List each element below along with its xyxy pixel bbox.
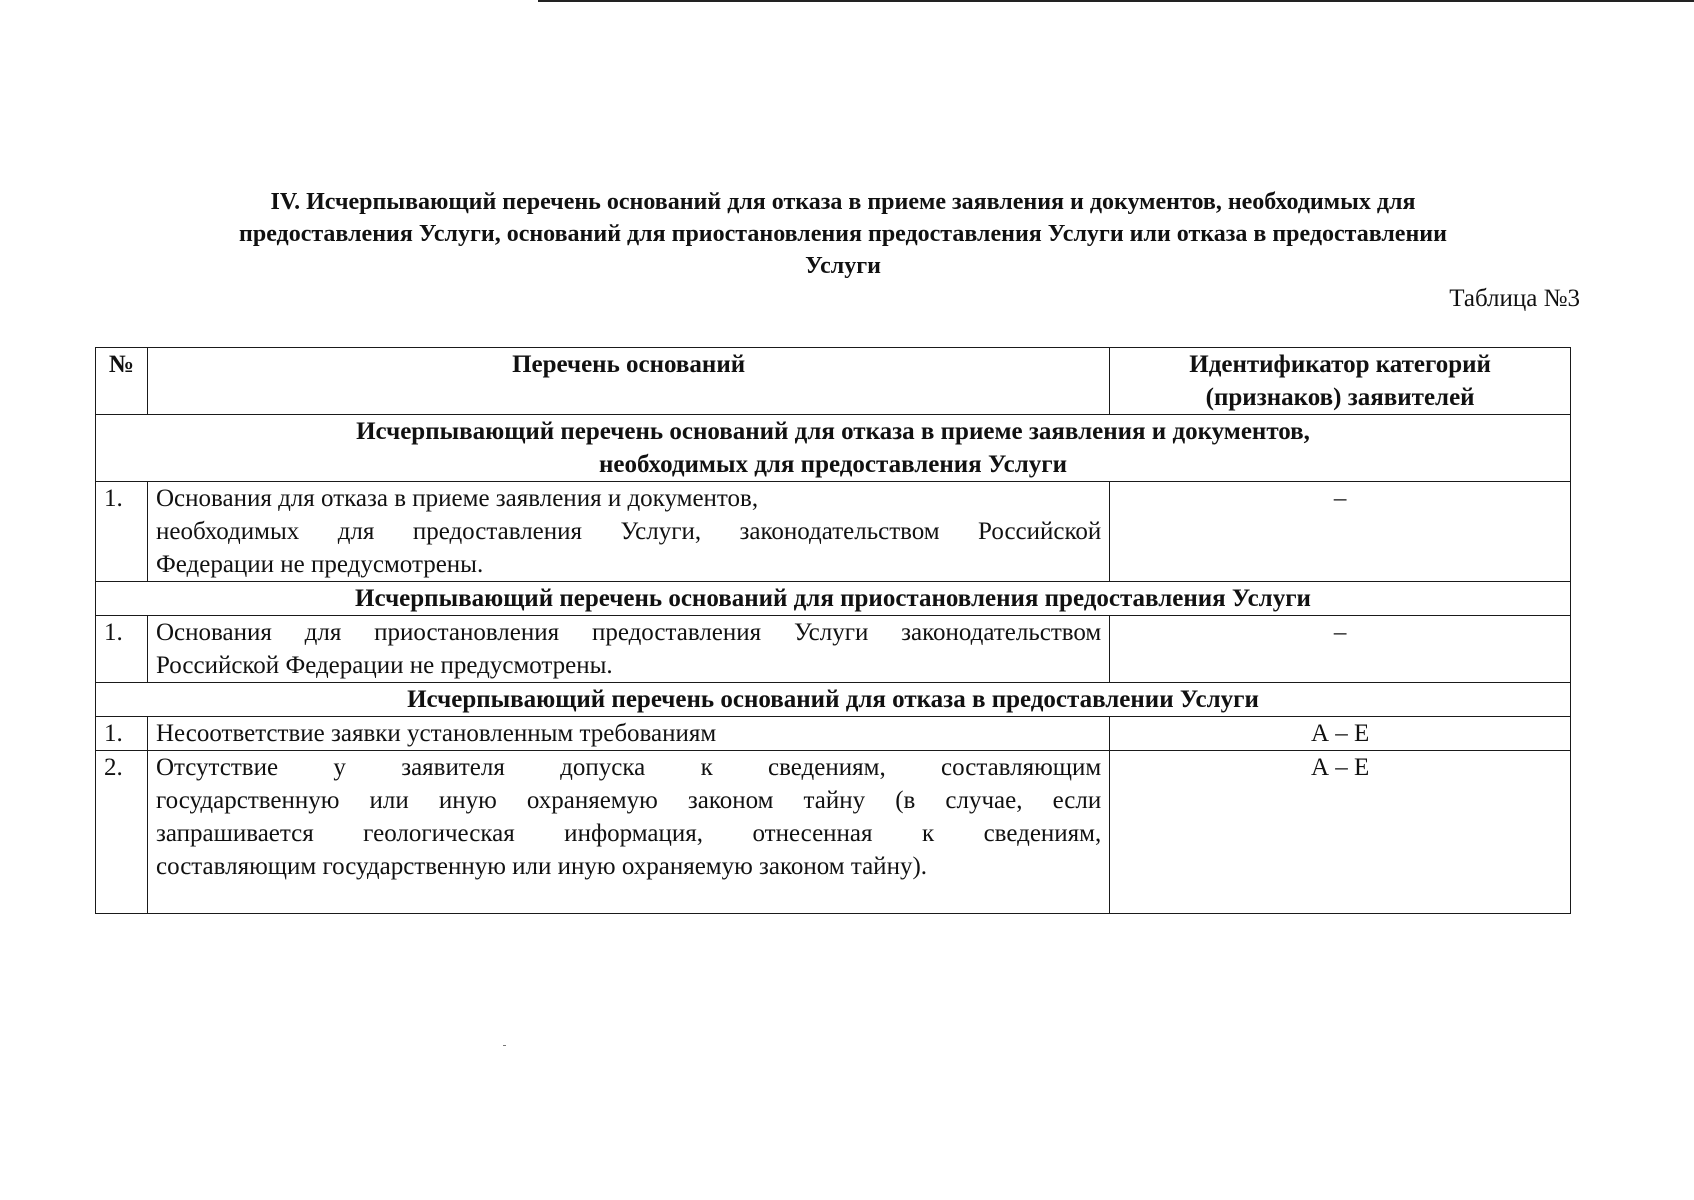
row-identifier: – [1110,616,1571,683]
row-number: 1. [96,482,148,582]
section-title [96,683,1571,717]
heading-line-3: Услуги [805,253,881,279]
header-num: № [96,348,148,415]
row-text-line: составляющим государственную или иную охраняемую законом тайну). [155,853,928,880]
header-identifier [1110,348,1571,415]
row-identifier: А – Е [1110,751,1571,914]
table-number: Таблица №3 [1449,285,1580,312]
section-title [96,415,1571,482]
section-heading [118,186,1568,282]
row-text-line: запрашивается геологическая информация, отнесенная к сведениям, [155,820,1102,847]
row-identifier: А – Е [1110,717,1571,751]
row-number: 1. [96,717,148,751]
row-text-line: Основания для приостановления предоставления Услуги законодательством [155,619,1102,646]
header-identifier-line-1: Идентификатор категорий [1189,351,1491,378]
table-header-row [96,348,1571,415]
section-title [96,582,1571,616]
table-row [96,616,1571,683]
section-title-line: Исчерпывающий перечень оснований для приостановления предоставления Услуги [355,585,1311,612]
row-text [147,717,1109,751]
row-text-line: Основания для отказа в приеме заявления и документов, [155,485,759,512]
heading-line-1: IV. Исчерпывающий перечень оснований для отказа в приеме заявления и документов, необходимых для [270,189,1416,215]
table-row [96,717,1571,751]
header-grounds: Перечень оснований [147,348,1109,415]
table-row [96,751,1571,914]
header-identifier-line-2: (признаков) заявителей [1205,384,1475,411]
row-text-line: Российской Федерации не предусмотрены. [155,652,613,679]
row-text-line: государственную или иную охраняемую законом тайну (в случае, если [155,787,1102,814]
grounds-table [95,347,1571,914]
row-number: 2. [96,751,148,914]
row-text [147,482,1109,582]
row-text-line: Отсутствие у заявителя допуска к сведениям, составляющим [155,754,1102,781]
section-title-line: Исчерпывающий перечень оснований для отказа в предоставлении Услуги [407,686,1259,713]
row-text-line: необходимых для предоставления Услуги, законодательством Российской [155,518,1102,545]
section-row [96,415,1571,482]
top-edge-rule [538,0,1694,2]
section-title-line: необходимых для предоставления Услуги [599,451,1067,478]
scan-speck [503,1045,506,1046]
row-text [147,616,1109,683]
section-row [96,683,1571,717]
row-number: 1. [96,616,148,683]
row-text [147,751,1109,914]
section-row [96,582,1571,616]
section-title-line: Исчерпывающий перечень оснований для отказа в приеме заявления и документов, [356,418,1310,445]
heading-line-2: предоставления Услуги, оснований для приостановления предоставления Услуги или отказа в предоставлении [239,221,1447,247]
row-text-line: Федерации не предусмотрены. [155,551,484,578]
table-row [96,482,1571,582]
row-identifier: – [1110,482,1571,582]
row-text-line: Несоответствие заявки установленным требованиям [155,720,717,747]
